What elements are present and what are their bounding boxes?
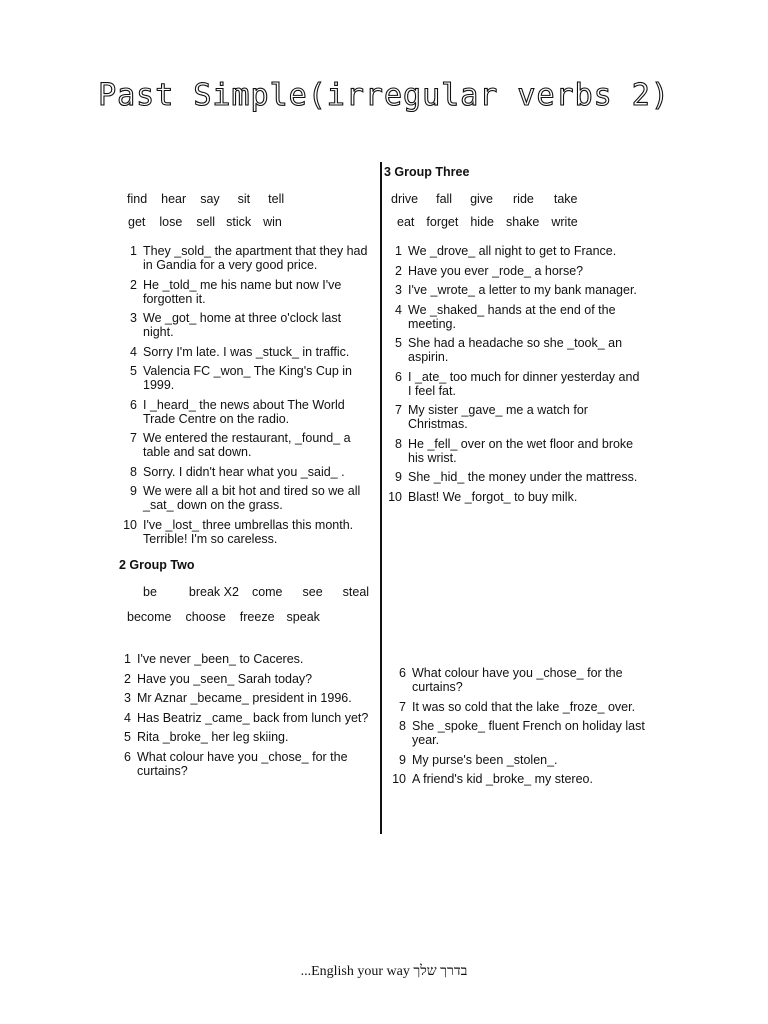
- item-number: 9: [395, 470, 402, 484]
- footer-text: ...English your way בדרך שלך: [300, 964, 468, 979]
- item-sentence: Rita _broke_ her leg skiing.: [137, 730, 289, 744]
- item-number: 4: [395, 302, 402, 317]
- exercise-item: [384, 336, 644, 364]
- item-number: 9: [399, 752, 406, 767]
- item-sentence: We _drove_ all night to get to France.: [408, 244, 617, 258]
- verb-word: choose: [185, 610, 226, 624]
- group3-heading: 3 Group Three: [384, 165, 470, 179]
- item-number: 4: [130, 344, 137, 359]
- verb-word: write: [551, 215, 578, 229]
- verb-word: break X2: [188, 585, 239, 599]
- exercise-item: [119, 518, 369, 546]
- item-sentence: My purse's been _stolen_.: [412, 752, 558, 767]
- exercise-item: [119, 345, 369, 359]
- verb-word: say: [200, 192, 220, 206]
- item-number: 10: [123, 517, 137, 532]
- verb-word: steal: [342, 585, 370, 599]
- exercise-item: [388, 666, 648, 694]
- item-number: 8: [399, 719, 406, 733]
- group3-verbs-row1: [391, 192, 578, 206]
- exercise-item: [384, 244, 644, 258]
- verb-word: get: [128, 215, 146, 229]
- group1-verbs-row2: [128, 215, 282, 229]
- item-sentence: My sister _gave_ me a watch for Christmas.: [408, 403, 588, 431]
- item-sentence: What colour have you _chose_ for the curtains?: [412, 666, 623, 694]
- exercise-item: [384, 370, 644, 398]
- item-number: 3: [395, 283, 402, 297]
- item-sentence: They _sold_ the apartment that they had in Gandia for a very good price.: [143, 244, 368, 272]
- item-sentence: We were all a bit hot and tired so we all _sat_ down on the grass.: [143, 484, 361, 512]
- item-sentence: Have you _seen_ Sarah today?: [137, 671, 313, 686]
- item-sentence: I've _lost_ three umbrellas this month. Terrible! I'm so careless.: [143, 517, 354, 546]
- exercise-item: [388, 772, 648, 786]
- verb-word: eat: [397, 215, 415, 229]
- item-sentence: I _ate_ too much for dinner yesterday and I feel fat.: [408, 369, 640, 398]
- item-sentence: Sorry. I didn't hear what you _said_ .: [143, 464, 345, 479]
- exercise-item: [119, 244, 369, 272]
- exercise-item: [119, 431, 369, 459]
- item-sentence: It was so cold that the lake _froze_ over.: [412, 699, 636, 714]
- group2-verbs-row1: [143, 585, 369, 599]
- item-number: 9: [130, 484, 137, 498]
- item-sentence: Have you ever _rode_ a horse?: [408, 263, 584, 278]
- exercise-item: [113, 652, 369, 666]
- item-number: 2: [395, 263, 402, 278]
- verb-word: tell: [268, 192, 285, 206]
- item-sentence: I _heard_ the news about The World Trade Centre on the radio.: [143, 397, 345, 426]
- exercise-item: [119, 311, 369, 339]
- item-number: 6: [399, 666, 406, 680]
- group2-exercise-list-continued: [388, 666, 648, 792]
- item-number: 2: [124, 671, 131, 686]
- item-number: 3: [130, 311, 137, 325]
- group1-verbs-row1: [127, 192, 284, 206]
- item-sentence: A friend's kid _broke_ my stereo.: [412, 772, 593, 786]
- group2-verbs-row2: [127, 610, 320, 624]
- verb-word: ride: [513, 192, 534, 206]
- exercise-item: [384, 303, 644, 331]
- exercise-item: [113, 672, 369, 686]
- item-number: 10: [392, 772, 406, 786]
- item-number: 2: [130, 277, 137, 292]
- exercise-item: [119, 398, 369, 426]
- item-number: 5: [124, 730, 131, 744]
- verb-word: freeze: [239, 610, 275, 624]
- group2-exercise-list: [113, 652, 369, 783]
- exercise-item: [113, 750, 369, 778]
- exercise-item: [113, 730, 369, 744]
- verb-word: see: [302, 585, 323, 599]
- exercise-item: [113, 691, 369, 705]
- item-number: 6: [395, 369, 402, 384]
- item-sentence: We entered the restaurant, _found_ a table and sat down.: [143, 431, 351, 459]
- exercise-item: [384, 470, 644, 484]
- item-number: 5: [395, 336, 402, 350]
- group3-exercise-list: [384, 244, 644, 509]
- item-sentence: He _told_ me his name but now I've forgotten it.: [143, 277, 342, 306]
- verb-word: hide: [470, 215, 494, 229]
- item-sentence: Has Beatriz _came_ back from lunch yet?: [137, 710, 369, 725]
- verb-word: lose: [159, 215, 183, 229]
- item-sentence: Valencia FC _won_ The King's Cup in 1999.: [143, 364, 352, 392]
- item-number: 7: [130, 431, 137, 445]
- exercise-item: [113, 711, 369, 725]
- group1-exercise-list: [119, 244, 369, 551]
- exercise-item: [119, 364, 369, 392]
- verb-word: become: [127, 610, 172, 624]
- exercise-item: [388, 700, 648, 714]
- item-sentence: What colour have you _chose_ for the curtains?: [137, 749, 348, 778]
- verb-word: drive: [391, 192, 419, 206]
- exercise-item: [388, 719, 648, 747]
- exercise-item: [384, 490, 644, 504]
- exercise-item: [119, 465, 369, 479]
- exercise-item: [384, 437, 644, 465]
- item-sentence: She had a headache so she _took_ an aspirin.: [408, 336, 623, 364]
- item-sentence: I've _wrote_ a letter to my bank manager.: [408, 283, 637, 297]
- exercise-item: [119, 278, 369, 306]
- verb-word: come: [251, 585, 283, 599]
- item-number: 8: [395, 436, 402, 451]
- item-number: 4: [124, 710, 131, 725]
- item-sentence: He _fell_ over on the wet floor and broke his wrist.: [408, 436, 634, 465]
- page-title: Past Simple(irregular verbs 2): [98, 78, 670, 113]
- verb-word: give: [470, 192, 494, 206]
- exercise-item: [384, 403, 644, 431]
- exercise-item: [119, 484, 369, 512]
- item-sentence: She _spoke_ fluent French on holiday last year.: [412, 719, 645, 747]
- verb-word: win: [263, 215, 282, 229]
- item-number: 1: [124, 652, 131, 666]
- column-divider: [380, 162, 382, 834]
- verb-word: hear: [161, 192, 187, 206]
- item-sentence: Mr Aznar _became_ president in 1996.: [137, 691, 352, 705]
- verb-word: be: [143, 585, 157, 599]
- verb-word: take: [553, 192, 578, 206]
- verb-word: fall: [436, 192, 453, 206]
- item-sentence: Sorry I'm late. I was _stuck_ in traffic.: [143, 344, 350, 359]
- item-sentence: She _hid_ the money under the mattress.: [408, 470, 638, 484]
- group2-heading: 2 Group Two: [119, 558, 195, 572]
- verb-word: speak: [286, 610, 320, 624]
- item-number: 8: [130, 464, 137, 479]
- item-number: 3: [124, 691, 131, 705]
- item-number: 6: [124, 749, 131, 764]
- exercise-item: [388, 753, 648, 767]
- item-sentence: We _got_ home at three o'clock last night.: [143, 311, 342, 339]
- item-number: 7: [399, 699, 406, 714]
- item-number: 5: [130, 364, 137, 378]
- item-number: 1: [395, 244, 402, 258]
- item-number: 6: [130, 397, 137, 412]
- item-sentence: Blast! We _forgot_ to buy milk.: [408, 489, 578, 504]
- verb-word: sit: [237, 192, 251, 206]
- exercise-item: [384, 264, 644, 278]
- verb-word: shake: [506, 215, 540, 229]
- item-number: 1: [130, 244, 137, 258]
- verb-word: forget: [426, 215, 459, 229]
- item-number: 10: [388, 489, 402, 504]
- exercise-item: [384, 283, 644, 297]
- item-sentence: We _shaked_ hands at the end of the meeting.: [408, 302, 616, 331]
- verb-word: stick: [226, 215, 252, 229]
- item-sentence: I've never _been_ to Caceres.: [137, 652, 304, 666]
- verb-word: sell: [196, 215, 216, 229]
- item-number: 7: [395, 403, 402, 417]
- group3-verbs-row2: [397, 215, 578, 229]
- verb-word: find: [127, 192, 148, 206]
